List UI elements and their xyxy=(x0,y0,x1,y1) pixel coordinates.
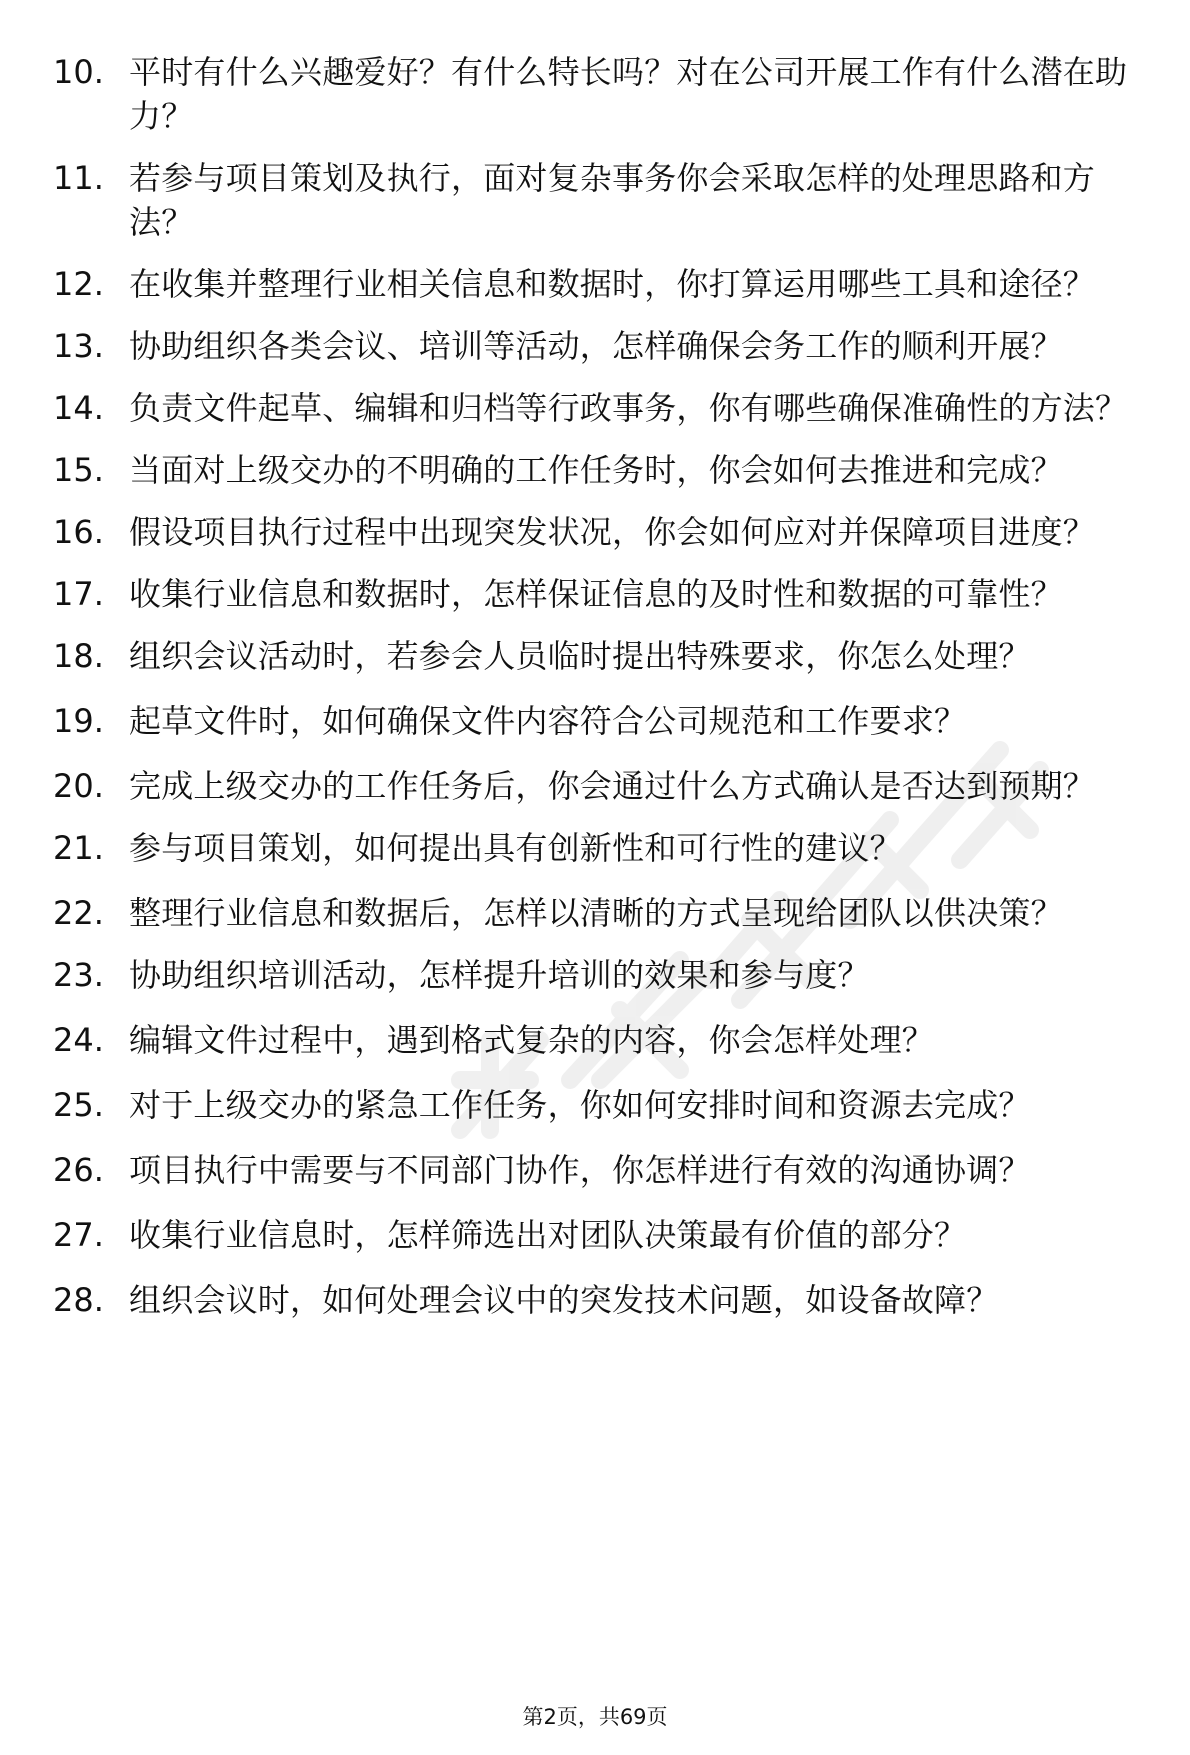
question-text: 组织会议时，如何处理会议中的突发技术问题，如设备故障？ xyxy=(129,1281,999,1319)
question-text: 项目执行中需要与不同部门协作，你怎样进行有效的沟通协调？ xyxy=(129,1151,1031,1189)
question-item xyxy=(0,1213,1190,1257)
question-text: 起草文件时，如何确保文件内容符合公司规范和工作要求？ xyxy=(129,702,967,740)
question-text: 负责文件起草、编辑和归档等行政事务，你有哪些确保准确性的方法？ xyxy=(129,389,1128,427)
question-item xyxy=(0,324,1190,368)
question-text: 假设项目执行过程中出现突发状况，你会如何应对并保障项目进度？ xyxy=(129,513,1096,551)
question-number: 16. xyxy=(53,513,104,551)
question-text: 收集行业信息时，怎样筛选出对团队决策最有价值的部分？ xyxy=(129,1216,967,1254)
question-item xyxy=(0,448,1190,492)
question-text: 协助组织各类会议、培训等活动，怎样确保会务工作的顺利开展？ xyxy=(129,327,1063,365)
question-number: 12. xyxy=(53,265,104,303)
question-text: 在收集并整理行业相关信息和数据时，你打算运用哪些工具和途径？ xyxy=(129,265,1096,303)
question-number: 11. xyxy=(53,159,104,197)
question-number: 24. xyxy=(53,1021,104,1059)
page-indicator: 第2页，共69页 xyxy=(522,1705,668,1729)
question-number: 27. xyxy=(53,1216,104,1254)
question-number: 22. xyxy=(53,894,104,932)
question-text: 若参与项目策划及执行，面对复杂事务你会采取怎样的处理思路和方法？ xyxy=(129,159,1096,241)
question-item xyxy=(0,510,1190,554)
question-text: 参与项目策划，如何提出具有创新性和可行性的建议？ xyxy=(129,829,902,867)
question-text: 当面对上级交办的不明确的工作任务时，你会如何去推进和完成？ xyxy=(129,451,1063,489)
question-item xyxy=(0,699,1190,743)
question-text: 对于上级交办的紧急工作任务，你如何安排时间和资源去完成？ xyxy=(129,1086,1031,1124)
question-number: 15. xyxy=(53,451,104,489)
question-number: 19. xyxy=(53,702,104,740)
question-number: 28. xyxy=(53,1281,104,1319)
question-number: 21. xyxy=(53,829,104,867)
question-item xyxy=(0,634,1190,678)
question-text: 组织会议活动时，若参会人员临时提出特殊要求，你怎么处理？ xyxy=(129,637,1031,675)
question-number: 10. xyxy=(53,53,104,91)
question-list xyxy=(0,50,1190,1322)
question-item xyxy=(0,156,1190,244)
question-number: 18. xyxy=(53,637,104,675)
question-text: 平时有什么兴趣爱好？有什么特长吗？对在公司开展工作有什么潜在助力？ xyxy=(129,53,1128,135)
question-item xyxy=(0,953,1190,997)
question-text: 整理行业信息和数据后，怎样以清晰的方式呈现给团队以供决策？ xyxy=(129,894,1063,932)
question-number: 14. xyxy=(53,389,104,427)
question-number: 23. xyxy=(53,956,104,994)
question-item xyxy=(0,386,1190,430)
question-text: 收集行业信息和数据时，怎样保证信息的及时性和数据的可靠性？ xyxy=(129,575,1063,613)
question-item xyxy=(0,826,1190,870)
question-item xyxy=(0,1018,1190,1062)
question-item xyxy=(0,572,1190,616)
question-text: 完成上级交办的工作任务后，你会通过什么方式确认是否达到预期？ xyxy=(129,767,1096,805)
question-text: 协助组织培训活动，怎样提升培训的效果和参与度？ xyxy=(129,956,870,994)
question-number: 20. xyxy=(53,767,104,805)
question-item xyxy=(0,1148,1190,1192)
question-number: 13. xyxy=(53,327,104,365)
question-item xyxy=(0,50,1190,138)
question-item xyxy=(0,1083,1190,1127)
question-number: 26. xyxy=(53,1151,104,1189)
question-text: 编辑文件过程中，遇到格式复杂的内容，你会怎样处理？ xyxy=(129,1021,935,1059)
question-item xyxy=(0,764,1190,808)
question-number: 17. xyxy=(53,575,104,613)
question-number: 25. xyxy=(53,1086,104,1124)
question-item xyxy=(0,1278,1190,1322)
question-item xyxy=(0,262,1190,306)
question-item xyxy=(0,891,1190,935)
